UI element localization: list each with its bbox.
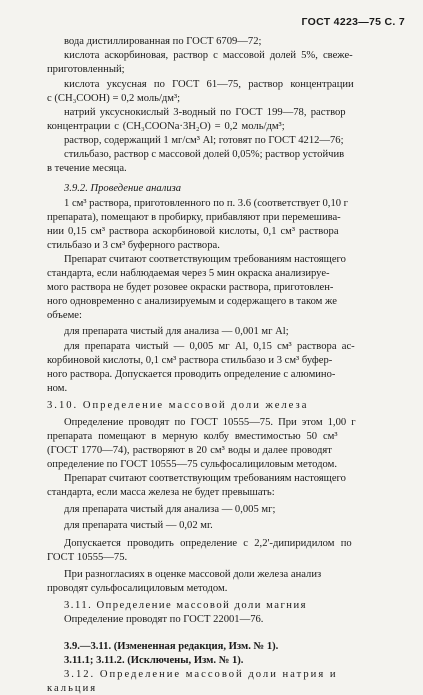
text-line: Препарат считают соответствующим требованиям настоящего: [64, 254, 346, 265]
text-line: корбиновой кислоты, 0,1 см³ раствора стильбазо и 3 см³ буфер-: [47, 355, 333, 366]
text-line: Определение проводят по ГОСТ 10555—75. При этом 1,00 г: [64, 417, 356, 428]
text-line: определение по ГОСТ 10555—75 сульфосалициловым методом.: [47, 459, 337, 470]
section-heading: 3.11. Определение массовой доли магния: [64, 600, 308, 611]
text-line: кальция: [47, 683, 98, 694]
text-line: стильбазо, раствор с массовой долей 0,05%; раствор устойчив: [64, 149, 345, 160]
text-line: ном.: [47, 383, 68, 394]
text-line: объеме:: [47, 310, 82, 321]
text-line: 1 см³ раствора, приготовленного по п. 3.6 (соответствует 0,10 г: [64, 198, 349, 209]
text-line: вода дистиллированная по ГОСТ 6709—72;: [64, 36, 262, 47]
text-line: стандарта, если масса железа не будет превышать:: [47, 487, 275, 498]
text-line: (ГОСТ 1770—74), растворяют в 20 см³ воды и далее проводят: [47, 445, 332, 456]
text-line: 3.9.—3.11. (Измененная редакция, Изм. № 1).: [64, 641, 279, 652]
text-line: мого раствора не будет розовее окраски раствора, приготовлен-: [47, 282, 334, 293]
text-line: При разногласиях в оценке массовой доли железа анализ: [64, 569, 322, 580]
text-line: Препарат считают соответствующим требованиям настоящего: [64, 473, 346, 484]
text-line: кислота уксусная по ГОСТ 61—75, раствор концентрации: [64, 79, 354, 90]
text-line: препарата), помещают в пробирку, прибавляют при перемешива-: [47, 212, 341, 223]
text-line: стандарта, если наблюдаемая через 5 мин окраска анализируе-: [47, 268, 330, 279]
text-line: натрий уксуснокислый 3-водный по ГОСТ 199—78, раствор: [64, 107, 346, 118]
text-line: с (CH₃COOH) = 0,2 моль/дм³;: [47, 93, 181, 104]
text-line: кислота аскорбиновая, раствор с массовой долей 5%, свеже-: [64, 50, 353, 61]
text-line: ного раствора. Допускается проводить определение с алюмино-: [47, 369, 336, 380]
text-line: препарата помещают в мерную колбу вместимостью 50 см³: [47, 431, 338, 442]
text-line: Допускается проводить определение с 2,2'-дипиридилом по: [64, 538, 352, 549]
text-line: для препарата чистый — 0,02 мг.: [64, 520, 213, 531]
text-line: ного одновременно с анализируемым и содержащего в таком же: [47, 296, 337, 307]
text-line: приготовленный;: [47, 64, 125, 75]
text-line: стильбазо и 3 см³ буферного раствора.: [47, 240, 220, 251]
text-line: проводят сульфосалициловым методом.: [47, 583, 228, 594]
text-line: концентрации с (CH₃COONa·3H₂O) = 0,2 моль/дм³;: [47, 121, 285, 132]
section-heading: 3.10. Определение массовой доли железа: [47, 400, 309, 411]
text-line: 3.11.1; 3.11.2. (Исключены, Изм. № 1).: [64, 655, 244, 666]
page-header: ГОСТ 4223—75 С. 7: [301, 16, 405, 28]
text-line: для препарата чистый для анализа — 0,001 мг Al;: [64, 326, 289, 337]
text-line: для препарата чистый для анализа — 0,005 мг;: [64, 504, 276, 515]
text-line: для препарата чистый — 0,005 мг Al, 0,15 см³ раствора ас-: [64, 341, 355, 352]
section-heading: 3.9.2. Проведение анализа: [64, 183, 182, 194]
text-line: в течение месяца.: [47, 163, 127, 174]
text-line: нии 0,15 см³ раствора аскорбиновой кислоты, 0,1 см³ раствора: [47, 226, 339, 237]
text-line: 3.12. Определение массовой доли натрия и: [64, 669, 338, 680]
text-line: Определение проводят по ГОСТ 22001—76.: [64, 614, 264, 625]
text-line: раствор, содержащий 1 мг/см³ Al; готовят по ГОСТ 4212—76;: [64, 135, 344, 146]
text-line: ГОСТ 10555—75.: [47, 552, 128, 563]
